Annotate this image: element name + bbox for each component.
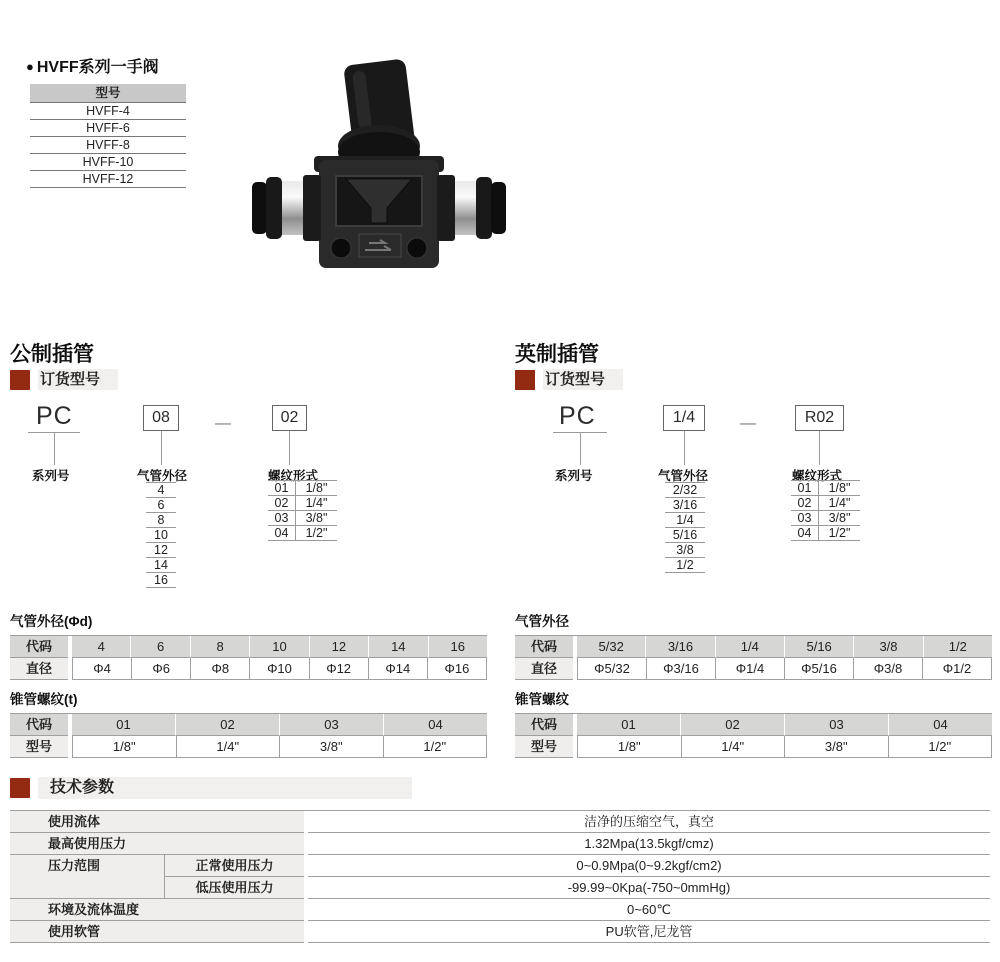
table-cell: 03 [279,714,383,736]
od-table-title: 气管外径(Φd) [10,614,93,629]
field-label-thread: 螺纹形式 [792,469,843,483]
tech-value: PU软管,尼龙管 [308,921,990,943]
thread-size: 1/2" [295,526,337,540]
table-cell: 3/16 [645,636,714,658]
size-option: 3/16 [665,499,705,513]
table-cell: 02 [175,714,279,736]
od-table [515,635,992,680]
table-cell: 1/8" [577,736,681,758]
table-cell: 3/8" [784,736,888,758]
table-row [515,736,992,758]
thread-option-row [791,511,860,526]
tech-row [10,921,990,943]
model-row: HVFF-6 [30,120,186,137]
thread-code: 04 [274,526,289,540]
row-label: 代码 [10,636,68,658]
thread-option-row [791,496,860,511]
order-code-diagram [10,402,490,610]
model-row: HVFF-10 [30,154,186,171]
table-cell: 1/4" [681,736,785,758]
metric-title: 公制插管 [10,343,94,366]
table-cell: 8 [190,636,249,658]
table-cell: 14 [368,636,427,658]
tech-sublabels [164,855,304,899]
thread-code: 01 [274,481,289,495]
dash-separator: — [215,415,231,432]
table-cell: Φ8 [190,658,249,680]
table-row [10,636,487,658]
code-size-box: 1/4 [663,405,705,431]
thread-size: 1/2" [818,526,860,540]
tech-row-pair [10,855,990,899]
thread-size: 1/8" [295,481,337,495]
table-cell: 01 [577,714,680,736]
thread-size: 1/4" [818,496,860,510]
size-option: 1/4 [665,514,705,528]
series-title-text: HVFF系列一手阀 [36,59,159,76]
size-option: 14 [146,559,176,573]
thread-options-table [268,480,337,541]
tech-title: 技术参数 [38,777,412,799]
table-cell: 1/4" [176,736,280,758]
table-cell: Φ4 [72,658,131,680]
table-cell: 02 [680,714,784,736]
thread-size: 1/8" [818,481,860,495]
od-table-title: 气管外径 [515,614,569,629]
tech-value: 0~0.9Mpa(0~9.2kgf/cm2) [308,855,990,877]
table-cell: 1/2" [888,736,993,758]
thread-code: 03 [274,511,289,525]
tech-label: 环境及流体温度 [10,899,304,921]
table-cell: 5/16 [784,636,853,658]
tech-row [10,811,990,833]
connector-line [289,431,290,465]
model-table-header: 型号 [30,84,186,103]
thread-size: 3/8" [818,511,860,525]
table-cell: Φ1/2 [922,658,992,680]
table-cell: 4 [72,636,130,658]
tech-value: 1.32Mpa(13.5kgf/cmz) [308,833,990,855]
thread-option-row [268,481,337,496]
table-row [515,636,992,658]
table-cell: 01 [72,714,175,736]
table-cell: Φ3/16 [646,658,715,680]
table-cell: 1/4 [715,636,784,658]
model-row: HVFF-8 [30,137,186,154]
table-cell: Φ1/4 [715,658,784,680]
size-option: 6 [146,499,176,513]
od-table-block [10,610,487,680]
thread-size: 3/8" [295,511,337,525]
taper-table-title: 锥管螺纹(t) [10,692,78,707]
tech-label: 最高使用压力 [10,833,304,855]
table-cell: Φ14 [368,658,427,680]
connector-line [684,431,685,465]
connector-line [54,432,55,465]
od-table-block [515,610,992,680]
size-option: 2/32 [665,484,705,498]
tech-subvalues [308,855,990,899]
table-row [10,736,487,758]
row-label: 直径 [10,658,68,680]
thread-option-row [791,526,860,541]
size-option: 5/16 [665,529,705,543]
section-marker [515,370,535,390]
taper-table-block [10,688,487,758]
connector-line [161,431,162,465]
table-cell: 1/2 [923,636,992,658]
tech-value: 0~60℃ [308,899,990,921]
tech-label: 使用流体 [10,811,304,833]
row-label: 直径 [515,658,573,680]
thread-option-row [268,511,337,526]
size-option: 4 [146,484,176,498]
taper-table [515,713,992,758]
table-cell: 04 [383,714,487,736]
field-label-size: 气管外径 [137,469,188,483]
mount-hole [407,238,427,258]
table-cell: Φ5/32 [577,658,646,680]
field-label-series: 系列号 [32,469,70,483]
thread-options-table [791,480,860,541]
model-row: HVFF-12 [30,171,186,188]
thread-code: 02 [274,496,289,510]
table-row [515,714,992,736]
table-cell: 6 [130,636,189,658]
table-cell: Φ5/16 [784,658,853,680]
tech-label: 压力范围 [10,855,164,899]
tech-row [10,899,990,921]
size-option: 1/2 [665,559,705,573]
table-cell: 03 [784,714,888,736]
section-marker [10,778,30,798]
thread-code: 04 [797,526,812,540]
taper-table-title: 锥管螺纹 [515,692,569,707]
table-cell: Φ12 [309,658,368,680]
code-size-box: 08 [143,405,179,431]
table-cell: 10 [249,636,308,658]
order-section-title: 订货型号 [38,369,118,390]
code-series: PC [36,402,73,430]
page-title [26,54,159,77]
connector-line [819,431,820,465]
table-cell: Φ6 [131,658,190,680]
row-label: 代码 [515,636,573,658]
size-option: 12 [146,544,176,558]
code-series: PC [559,402,596,430]
tech-sublabel: 低压使用压力 [165,877,304,899]
tech-sublabel: 正常使用压力 [165,855,304,877]
tech-value: -99.99~0Kpa(-750~0mmHg) [308,877,990,899]
right-fitting [437,175,506,241]
thread-code: 02 [797,496,812,510]
order-code-diagram [515,402,995,610]
size-options-list [146,482,176,588]
imperial-section [515,338,995,778]
row-label: 代码 [515,714,573,736]
imperial-title: 英制插管 [515,343,599,366]
table-row [515,658,992,680]
connector-line [580,432,581,465]
table-cell: Φ16 [427,658,487,680]
row-label: 型号 [515,736,573,758]
thread-code: 01 [797,481,812,495]
table-row [10,658,487,680]
section-marker [10,370,30,390]
order-section-title: 订货型号 [543,369,623,390]
field-label-series: 系列号 [555,469,593,483]
field-label-thread: 螺纹形式 [268,469,319,483]
table-cell: 3/8" [279,736,383,758]
size-option: 10 [146,529,176,543]
table-cell: 16 [428,636,487,658]
tech-label: 使用软管 [10,921,304,943]
thread-code: 03 [797,511,812,525]
dash-separator: — [740,415,756,432]
order-model-heading [10,369,118,390]
taper-table-block [515,688,992,758]
table-cell: 1/8" [72,736,176,758]
model-table [30,84,186,188]
od-table [10,635,487,680]
table-cell: 1/2" [383,736,488,758]
metric-section [10,338,490,778]
bullet-icon: ● [26,59,34,74]
table-cell: 5/32 [577,636,645,658]
table-cell: 3/8 [853,636,922,658]
tech-section [10,777,990,943]
field-label-size: 气管外径 [658,469,709,483]
thread-option-row [791,481,860,496]
thread-option-row [268,526,337,541]
product-photo [248,56,513,301]
thread-size: 1/4" [295,496,337,510]
table-cell: 04 [888,714,992,736]
tech-heading [10,777,990,799]
row-label: 代码 [10,714,68,736]
order-model-heading [515,369,623,390]
table-cell: Φ3/8 [853,658,922,680]
table-cell: 12 [309,636,368,658]
code-thread-box: 02 [272,405,307,431]
size-option: 3/8 [665,544,705,558]
taper-table [10,713,487,758]
size-option: 16 [146,574,176,588]
table-cell: Φ10 [249,658,308,680]
left-fitting [252,175,321,241]
row-label: 型号 [10,736,68,758]
tech-row [10,833,990,855]
table-row [10,714,487,736]
tech-table [10,810,990,943]
size-option: 8 [146,514,176,528]
thread-option-row [268,496,337,511]
tech-value: 洁净的压缩空气，真空 [308,811,990,833]
size-options-list [665,482,705,573]
code-thread-box: R02 [795,405,844,431]
mount-hole [331,238,351,258]
model-row: HVFF-4 [30,103,186,120]
